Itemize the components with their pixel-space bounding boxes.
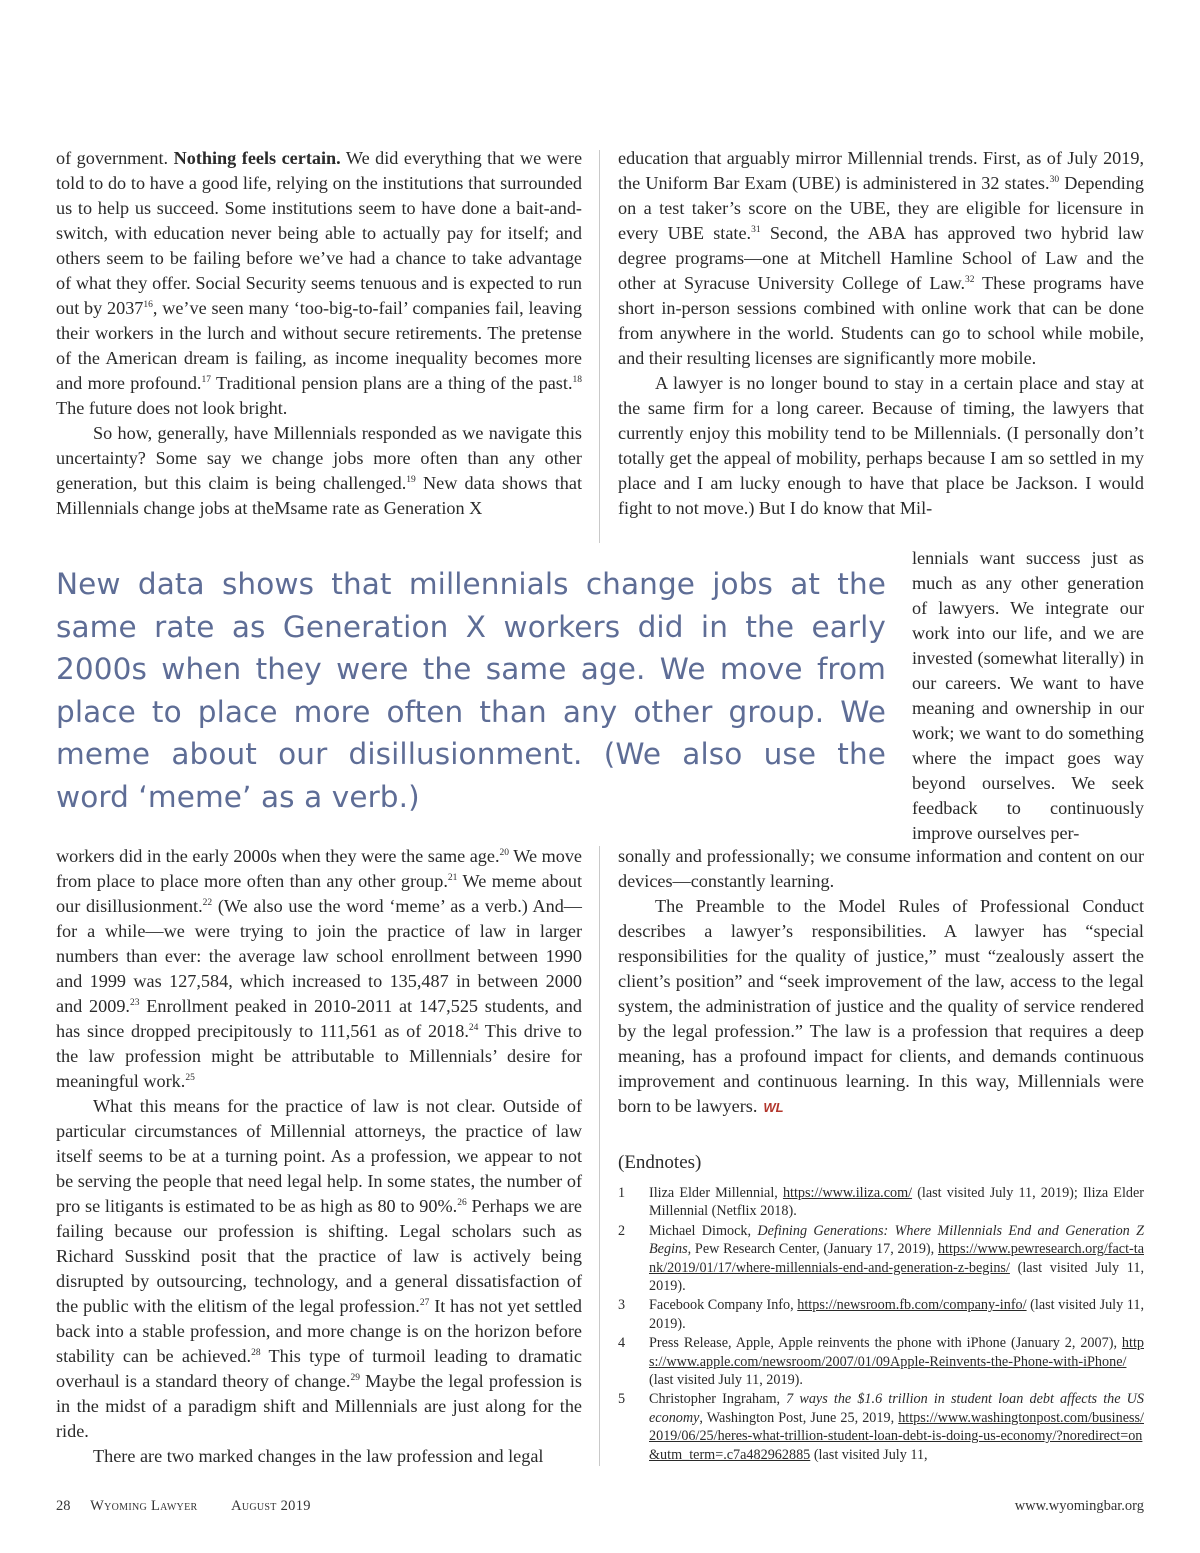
column-divider-bottom — [599, 846, 600, 1466]
footnote-ref: 27 — [419, 1298, 430, 1308]
footnote-ref: 32 — [965, 275, 975, 285]
pull-quote: New data shows that millennials change jobs at the same rate as Generation X workers did in the early 2000s when they were the same age. We move from place to place more often than any other group. We meme about our disillusionment. (We also use the word ‘meme’ as a verb.) — [56, 567, 886, 814]
right-column-bottom — [618, 844, 1144, 1120]
right-narrow-column: lennials want success just as much as any other generation of lawyers. We integrate our work into our life, and we are invested (somewhat literally) in our careers. We want to have meaning and ownership in our work; we want to do something where the impact goes way beyond ourselves. We seek feedback to continuously improve ourselves per- — [912, 548, 1144, 843]
page-number: 28 — [56, 1498, 71, 1514]
paragraph: workers did in the early 2000s when they were the same age.$^{20}$ We move from place to place more often than any other group.$^{21}$ We meme about our disillusionment.$^{22}$ (We also use the word ‘meme’ as a verb.) And—for a while—we were trying to join the practice of law in larger numbers than ever: the average law school enrollment between 1990 and 1999 was 127,584, which increased to 135,487 in between 2000 and 2009.23 Enrollment peaked in 2010-2011 at 147,525 students, and has since dropped precipitously to 111,561 as of 2018.24 This drive to the law profession might be attributable to Millennials’ desire for meaningful work.$^{25}$ — [56, 846, 583, 1091]
footnote-ref: 18 — [572, 375, 582, 385]
endnote-link[interactable]: https://www.pewresearch.org/fact-tank/2019/01/17/where-millennials-end-and-generation-z-begins/ — [649, 1241, 1144, 1276]
footnote-ref: 17 — [201, 375, 211, 385]
footnote-ref: 26 — [457, 1198, 467, 1208]
left-column-bottom — [56, 844, 582, 1469]
footnote-ref: 25 — [185, 1073, 195, 1083]
endnote-link[interactable]: https://www.washingtonpost.com/business/2019/06/25/heres-what-trillion-student-loan-debt-is-doing-us-economy/?noredirect=on&utm_term=.c7a482962885 — [649, 1409, 1144, 1463]
endnote-link[interactable]: https://www.apple.com/newsroom/2007/01/09Apple-Reinvents-the-Phone-with-iPhone/ — [649, 1335, 1144, 1370]
column-divider-top — [599, 150, 600, 543]
footnote-ref: 20 — [499, 848, 510, 858]
paragraph: So how, generally, have Millennials responded as we navigate this uncertainty? Some say we change jobs more often than any other generation, but this claim is being challenged.$^{19}$ New data shows that Millennials change jobs at theMsame rate as Generation X — [56, 423, 582, 518]
left-column-top — [56, 146, 582, 521]
bold-phrase: Nothing feels certain. — [173, 148, 341, 168]
endnote: 1 Iliza Elder Millennial, https://www.iliza.com/ (last visited July 11, 2019); Iliza Elder Millennial (Netflix 2018). — [618, 1185, 1145, 1220]
paragraph: What this means for the practice of law is not clear. Outside of particular circumstances of Millennial attorneys, the practice of law itself seems to be at a turning point. As a profession, we appear to not be serving the people that need legal help. In some states, the number of pro se litigants is estimated to be as high as 80 to 90%.$^{26}$ Perhaps we are failing because our profession is shifting. Legal scholars such as Richard Susskind posit that the practice of law is actively being disrupted by outsourcing, technology, and a general dissatisfaction of the public with the elitism of the legal profession.$^{27}$ It has not yet settled back into a stable profession, and more change is on the horizon before stability can be achieved.$^{28}$ This type of turmoil leading to dramatic overhaul is a standard theory of change.$^{29}$ Maybe the legal profession is in the midst of a paradigm shift and Millennials are just along for the ride. — [56, 1096, 583, 1441]
paragraph: There are two marked changes in the law profession and legal — [93, 1446, 544, 1466]
endnote: 5 Christopher Ingraham, 7 ways the $1.6 trillion in student loan debt affects the US economy, Washington Post, June 25, 2019, https://www.washingtonpost.com/business/2019/06/25/heres-what-trillion-student-loan-debt-is-doing-us-economy/?noredirect=on&utm_term=.c7a482962885 (last visited July 11, — [618, 1391, 1144, 1463]
footnote-ref: 31 — [751, 225, 761, 235]
paragraph: The Preamble to the Model Rules of Professional Conduct describes a lawyer’s responsibilities. A lawyer has “special responsibilities for the quality of justice,” must “zealously assert the client’s position” and “seek improvement of the law, access to the legal system, the administration of justice and the quality of service rendered by the legal profession.” The law is a profession that requires a deep meaning, has a profound impact for clients, and demands continuous improvement and continuous learning. In this way, Millennials were born to be lawyers. WL — [618, 896, 1144, 1116]
footnote-ref: 24 — [468, 1023, 479, 1033]
endnotes-list — [618, 1184, 1144, 1465]
end-mark-logo: WL — [763, 1100, 784, 1115]
paragraph: A lawyer is no longer bound to stay in a certain place and stay at the same firm for a long career. Because of timing, the lawyers that currently enjoy this mobility tend to be Millennials. (I personally don’t totally get the appeal of mobility, perhaps because I am so settled in my place and I am lucky enough to have that place be Jackson. I would fight to not move.) But I do know that Mil- — [618, 373, 1144, 518]
footnote-ref: 29 — [350, 1373, 360, 1383]
endnote-link[interactable]: https://www.iliza.com/ — [782, 1185, 913, 1201]
paragraph: of government. Nothing feels certain. We did everything that we were told to do to have a good life, relying on the institutions that surrounded us to help us succeed. Some institutions seem to have done a bait-and-switch, with education never being able to actually pay for itself; and others seem to be failing before we’ve had a chance to take advantage of what they offer. Social Security seems tenuous and is expected to run out by 2037$^{16}$, we’ve seen many ‘too-big-to-fail’ companies fail, leaving their workers in the lurch and without secure retirements. The pretense of the American dream is failing, as income inequality becomes more and more profound.$^{17}$ Traditional pension plans are a thing of the past.$^{18}$ The future does not look bright. — [56, 148, 583, 418]
endnote: 4 Press Release, Apple, Apple reinvents the phone with iPhone (January 2, 2007), https://www.apple.com/newsroom/2007/01/09Apple-Reinvents-the-Phone-with-iPhone/ (last visited July 11, 2019). — [618, 1335, 1144, 1389]
endnote: 2 Michael Dimock, Defining Generations: Where Millennials End and Generation Z Begins, Pew Research Center, (January 17, 2019), https://www.pewresearch.org/fact-tank/2019/01/17/where-millennials-end-and-generation-z-begins/ (last visited July 11, 2019). — [618, 1222, 1144, 1295]
right-column-top — [618, 146, 1144, 521]
footnote-ref: 19 — [406, 475, 416, 485]
endnotes-heading: (Endnotes) — [618, 1152, 702, 1173]
footnote-ref: 22 — [202, 898, 213, 908]
footer-left — [56, 1498, 311, 1515]
paragraph: education that arguably mirror Millennial trends. First, as of July 2019, the Uniform Bar Exam (UBE) is administered in 32 states.$^{30}$ Depending on a test taker’s score on the UBE, they are eligible for licensure in every UBE state.$^{31}$ Second, the ABA has approved two hybrid law degree programs—one at Mitchell Hamline School of Law and the other at Syracuse University College of Law.$^{32}$ These programs have short in-person sessions combined with online work that can be done from anywhere in the world. Students can go to school while mobile, and their resulting licenses are significantly more mobile. — [618, 148, 1145, 368]
footer-website[interactable]: www.wyomingbar.org — [1014, 1498, 1144, 1514]
paragraph: sonally and professionally; we consume information and content on our devices—constantly learning. — [618, 846, 1144, 891]
issue-date: August 2019 — [231, 1498, 311, 1514]
footnote-ref: 30 — [1049, 175, 1060, 185]
endnote-link[interactable]: https://newsroom.fb.com/company-info/ — [797, 1297, 1027, 1314]
footnote-ref: 23 — [129, 998, 140, 1008]
footnote-ref: 16 — [143, 300, 153, 310]
footnote-ref: 21 — [447, 873, 458, 883]
footnote-ref: 28 — [251, 1348, 261, 1358]
endnote: 3 Facebook Company Info, https://newsroom.fb.com/company-info/ (last visited July 11, 2019). — [618, 1297, 1144, 1332]
publication-name: Wyoming Lawyer — [90, 1498, 198, 1514]
